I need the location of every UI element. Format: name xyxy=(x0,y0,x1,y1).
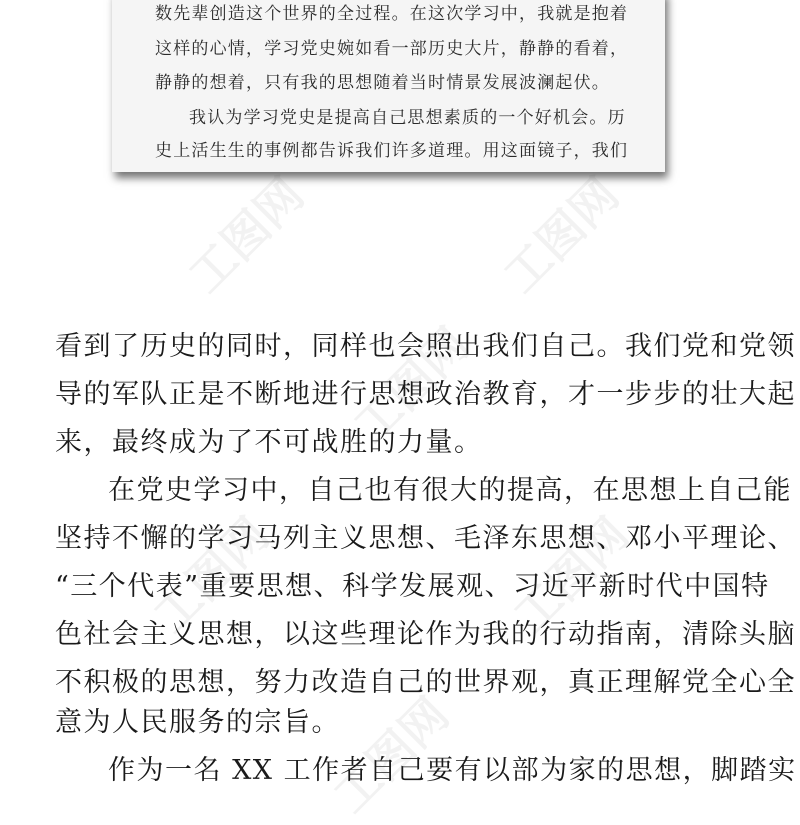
body-text-line: 坚持不懈的学习马列主义思想、毛泽东思想、邓小平理论、 xyxy=(55,523,796,554)
card-text-line: 我认为学习党史是提高自己思想素质的一个好机会。历 xyxy=(189,108,626,128)
card-text-line: 静静的想着，只有我的思想随着当时情景发展波澜起伏。 xyxy=(155,73,610,93)
card-text-line: 这样的心情，学习党史婉如看一部历史大片，静静的看着， xyxy=(155,39,629,59)
document-preview-card xyxy=(112,0,665,172)
watermark: 工图网 xyxy=(503,507,640,644)
watermark: 工图网 xyxy=(143,507,280,644)
body-text-line: 看到了历史的同时，同样也会照出我们自己。我们党和党领 xyxy=(55,331,796,362)
body-text-line: 导的军队正是不断地进行思想政治教育，才一步步的壮大起 xyxy=(55,379,796,410)
watermark: 工图网 xyxy=(343,317,480,454)
body-text-line: 在党史学习中，自己也有很大的提高，在思想上自己能 xyxy=(108,475,792,506)
body-text-line: 色社会主义思想，以这些理论作为我的行动指南，清除头脑 xyxy=(55,619,796,650)
body-text-line: 作为一名 XX 工作者自己要有以部为家的思想，脚踏实 xyxy=(108,755,797,786)
body-text-line: “三个代表”重要思想、科学发展观、习近平新时代中国特 xyxy=(55,571,770,602)
body-text-line: 意为人民服务的宗旨。 xyxy=(55,707,340,738)
watermark: 工图网 xyxy=(493,167,630,304)
body-text-line: 来，最终成为了不可战胜的力量。 xyxy=(55,427,483,458)
body-text-line: 不积极的思想，努力改造自己的世界观，真正理解党全心全 xyxy=(55,667,796,698)
watermark: 工图网 xyxy=(178,167,315,304)
watermark: 工图网 xyxy=(323,687,460,824)
card-text-line: 数先辈创造这个世界的全过程。在这次学习中，我就是抱着 xyxy=(155,4,629,24)
card-text-line: 史上活生生的事例都告诉我们许多道理。用这面镜子，我们 xyxy=(155,141,629,161)
